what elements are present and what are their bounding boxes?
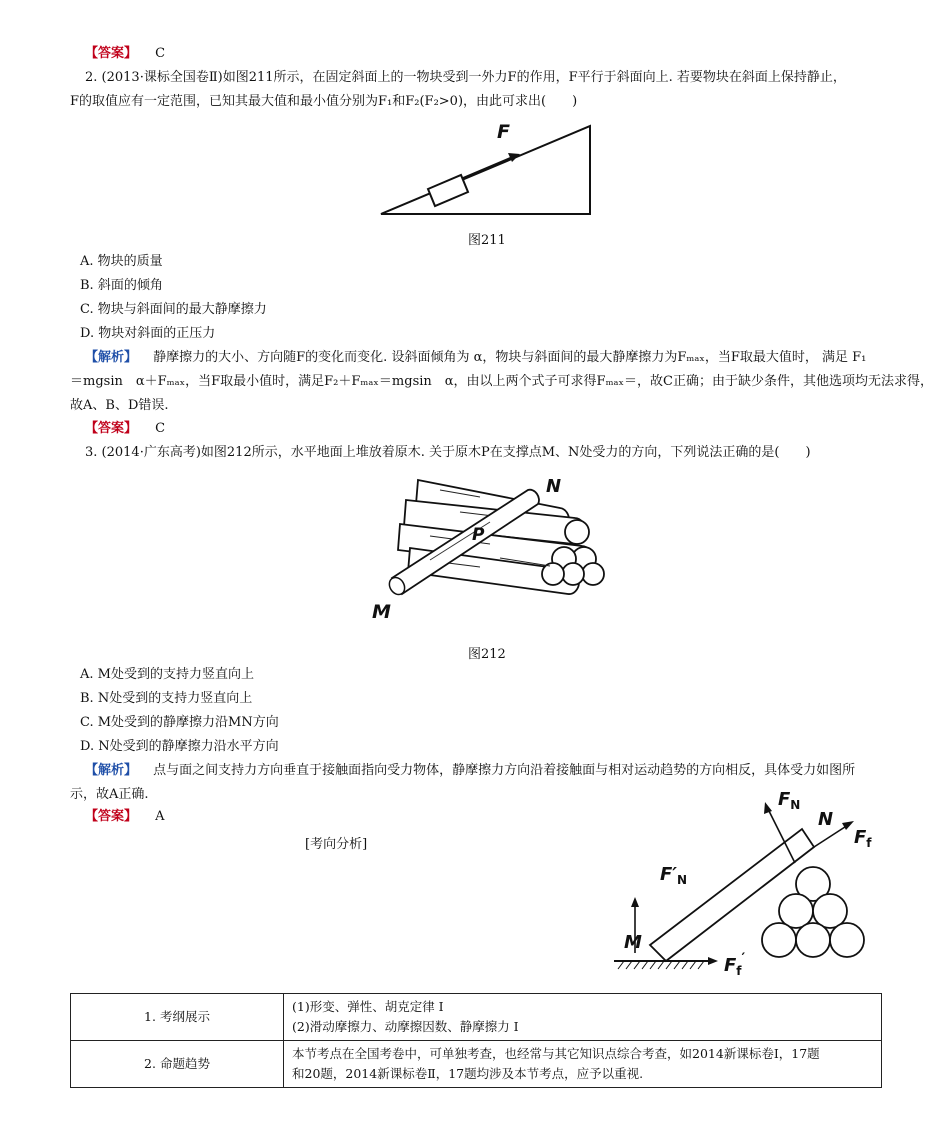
q2-stem-line1: 2. (2013·课标全国卷Ⅱ)如图211所示，在固定斜面上的一物块受到一外力F的作用，F平行于斜面向上. 若要物块在斜面上保持静止， [85, 70, 846, 85]
label-N: N [818, 809, 834, 830]
table-value-line: 本节考点在全国考卷中，可单独考查，也经常与其它知识点综合考查，如2014新课标卷Ⅰ，17题 [292, 1046, 820, 1061]
q2-option-d: D. 物块对斜面的正压力 [80, 326, 216, 341]
answer-value: C [155, 421, 166, 436]
label-Ff: $F_f$ [854, 827, 872, 850]
q2-option-a: A. 物块的质量 [80, 254, 163, 269]
q3-stem: 3. (2014·广东高考)如图212所示，水平地面上堆放着原木. 关于原木P在支撑点M、N处受力的方向，下列说法正确的是( ) [85, 445, 811, 460]
q3-option-a: A. M处受到的支持力竖直向上 [80, 667, 254, 682]
logs-figure [370, 466, 610, 626]
answer-tag: 【答案】 [85, 809, 138, 824]
q3-analysis-line1 [85, 762, 855, 780]
force-arrow [463, 156, 515, 178]
force-label-F: F [497, 121, 510, 143]
table-key: 1. 考纲展示 [71, 994, 284, 1041]
incline-triangle [381, 126, 590, 214]
force-diagram [600, 785, 880, 985]
block [428, 175, 468, 206]
label-N: N [546, 476, 562, 497]
table-value [284, 994, 882, 1041]
q3-option-d: D. N处受到的静摩擦力沿水平方向 [80, 739, 279, 754]
figure-212-caption: 图212 [468, 647, 506, 662]
q2-analysis-line2: ＝mgsin α＋Fₘₐₓ，当F取最小值时，满足F₂＋Fₘₐₓ＝mgsin α，由以上两个式子可求得Fₘₐₓ＝，故C正确；由于缺少条件，其他选项均无法求得， [70, 374, 934, 389]
syllabus-table [70, 993, 882, 1088]
q3-answer-line [85, 808, 165, 826]
section-title: [考向分析] [305, 837, 368, 852]
table-value-line: (2)滑动摩擦力、动摩擦因数、静摩擦力 Ⅰ [292, 1019, 519, 1034]
label-FN-prime: $F'_N$ [660, 864, 688, 887]
log-end [762, 923, 796, 957]
label-FN: $F_N$ [778, 789, 801, 812]
analysis-text: 静摩擦力的大小、方向随F的变化而变化. 设斜面倾角为 α，物块与斜面间的最大静摩擦力为Fₘₐₓ，当F取最大值时， 满足 F₁ [153, 350, 867, 365]
log-end [565, 520, 589, 544]
q1-answer-line [85, 45, 165, 63]
analysis-tag: 【解析】 [85, 763, 138, 778]
log-end [562, 563, 584, 585]
table-value-line: 和20题，2014新课标卷Ⅱ，17题均涉及本节考点，应予以重视. [292, 1066, 644, 1081]
answer-tag: 【答案】 [85, 421, 138, 436]
q3-option-b: B. N处受到的支持力竖直向上 [80, 691, 253, 706]
q2-answer-line [85, 420, 165, 438]
q3-analysis-line2: 示，故A正确. [70, 787, 149, 802]
answer-value: C [155, 46, 166, 61]
table-value-line: (1)形变、弹性、胡克定律 Ⅰ [292, 999, 444, 1014]
incline-figure [375, 118, 600, 220]
label-Ff-prime: $F_f'$ [724, 951, 746, 978]
log-end [542, 563, 564, 585]
q3-option-c: C. M处受到的静摩擦力沿MN方向 [80, 715, 279, 730]
label-M: M [624, 932, 642, 953]
log-end [582, 563, 604, 585]
log-end [830, 923, 864, 957]
table-key: 2. 命题趋势 [71, 1041, 284, 1088]
q2-option-b: B. 斜面的倾角 [80, 278, 163, 293]
q2-analysis-line1 [85, 349, 866, 367]
answer-tag: 【答案】 [85, 46, 138, 61]
table-row [71, 1041, 882, 1088]
figure-211-caption: 图211 [468, 233, 506, 248]
q2-analysis-line3: 故A、B、D错误. [70, 398, 169, 413]
answer-value: A [155, 809, 165, 824]
label-M: M [372, 601, 391, 623]
log-end [796, 923, 830, 957]
label-P: P [472, 525, 485, 545]
table-row [71, 994, 882, 1041]
analysis-text: 点与面之间支持力方向垂直于接触面指向受力物体，静摩擦力方向沿着接触面与相对运动趋势的方向相反，具体受力如图所 [153, 763, 856, 778]
analysis-tag: 【解析】 [85, 350, 138, 365]
table-value [284, 1041, 882, 1088]
q2-stem-line2: F的取值应有一定范围，已知其最大值和最小值分别为F₁和F₂(F₂>0)，由此可求出( ) [70, 94, 578, 109]
q2-option-c: C. 物块与斜面间的最大静摩擦力 [80, 302, 267, 317]
